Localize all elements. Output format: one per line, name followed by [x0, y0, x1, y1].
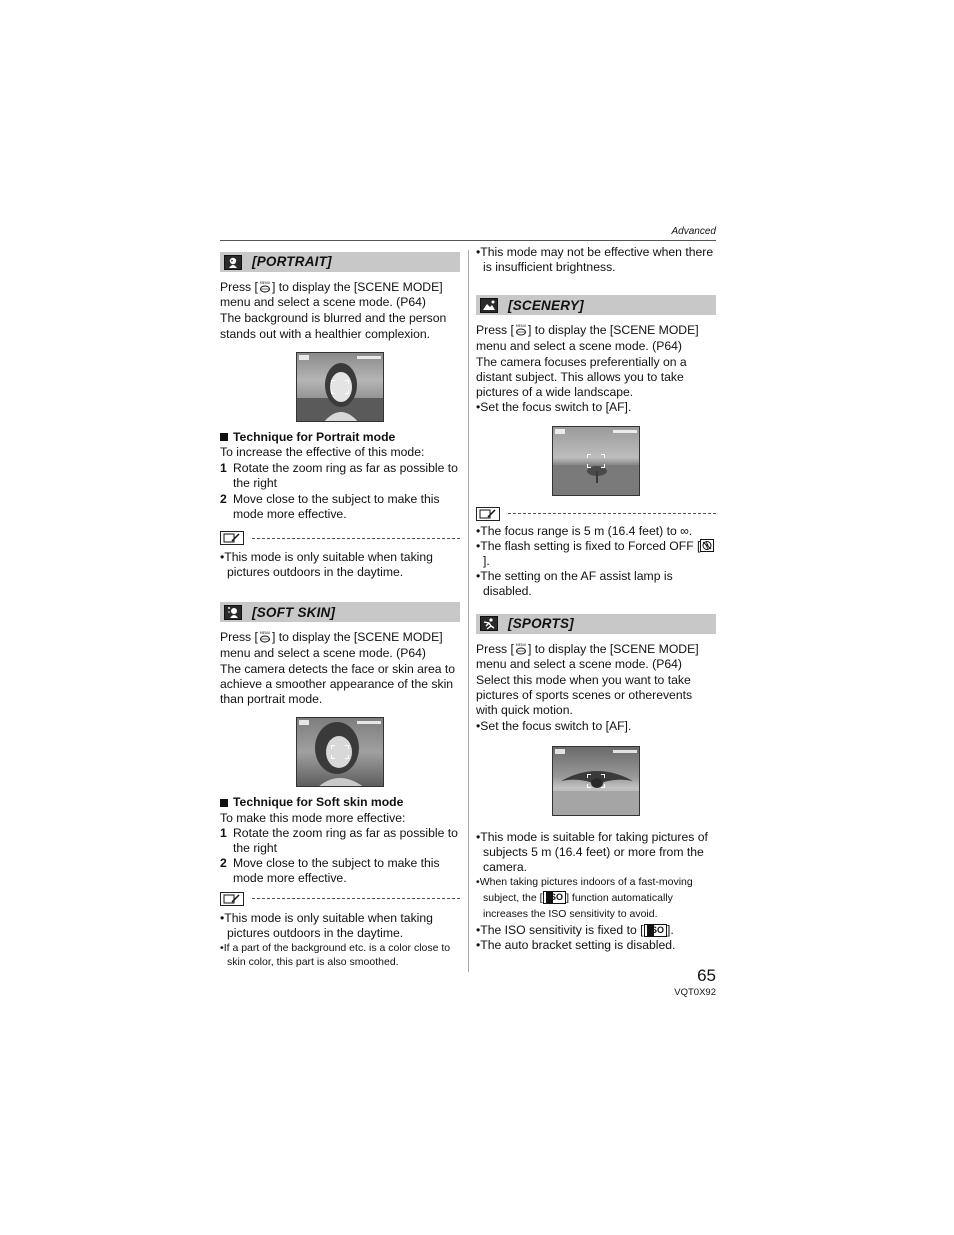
- note-text: The setting on the AF assist lamp is disabled.: [480, 569, 673, 599]
- intelligent-iso-icon: [543, 891, 567, 904]
- note-icon: [220, 531, 244, 545]
- softskin-title: [SOFT SKIN]: [252, 604, 336, 620]
- scenery-note-2: •The flash setting is fixed to Forced OFF [ ].: [476, 539, 716, 569]
- soft-skin-icon: [224, 605, 242, 620]
- note-text: The focus range is 5 m (16.4 feet) to ∞.: [480, 523, 693, 538]
- header-rule: [220, 240, 716, 241]
- portrait-press-b: ] to display the [SCENE MODE] menu and select a scene mode. (P64): [220, 280, 443, 310]
- sports-note-2: •The ISO sensitivity is fixed to [ ISO ].: [476, 922, 674, 937]
- softskin-press-a: Press [: [220, 630, 258, 645]
- softskin-description: The camera detects the face or skin area to achieve a smoother appearance of the skin than portrait mode.: [220, 661, 456, 707]
- step-text: Rotate the zoom ring as far as possible to the right: [233, 461, 458, 491]
- scenery-press: [476, 323, 716, 353]
- document-code: VQT0X92: [674, 987, 716, 998]
- sports-note-1: •This mode is suitable for taking pictures of subjects 5 m (16.4 feet) or more from the camera.: [476, 829, 708, 875]
- svg-text:MENU: MENU: [259, 281, 271, 285]
- scenery-title: [SCENERY]: [508, 297, 584, 313]
- scenery-icon: [480, 298, 498, 313]
- square-bullet-icon: [220, 433, 228, 441]
- step-number: 2: [220, 856, 227, 871]
- softskin-note-1: •This mode is only suitable when taking pictures outdoors in the daytime.: [220, 910, 433, 940]
- note-icon: [220, 892, 244, 906]
- portrait-technique-title: Technique for Portrait mode: [233, 429, 396, 444]
- menu-set-icon: [515, 642, 527, 655]
- step-text: Move close to the subject to make this mode more effective.: [233, 856, 440, 886]
- header-section-label: Advanced: [671, 226, 716, 237]
- softskin-section-header: [220, 602, 460, 622]
- menu-set-icon: [259, 280, 271, 293]
- portrait-notes-divider: [220, 530, 460, 546]
- scenery-notes-divider: [476, 506, 716, 522]
- note-text: The flash setting is fixed to Forced OFF [: [480, 538, 701, 553]
- softskin-press-b: ] to display the [SCENE MODE] menu and select a scene mode. (P64): [220, 630, 443, 660]
- sports-section-header: [476, 614, 716, 634]
- sports-sample-photo: [552, 746, 640, 816]
- svg-text:MENU: MENU: [259, 631, 271, 636]
- softskin-step-1: [220, 826, 460, 856]
- note-text: This mode is suitable for taking pictures of subjects 5 m (16.4 feet) or more from the camera.: [480, 829, 708, 875]
- scenery-focus-bullet: •Set the focus switch to [AF].: [476, 400, 632, 415]
- note-text: The ISO sensitivity is fixed to [: [480, 922, 644, 937]
- column-divider: [468, 250, 469, 972]
- portrait-technique-intro: To increase the effective of this mode:: [220, 445, 425, 460]
- portrait-section-header: [220, 252, 460, 272]
- portrait-title: [PORTRAIT]: [252, 254, 332, 270]
- note-text: ].: [483, 554, 490, 569]
- step-number: 1: [220, 825, 227, 840]
- portrait-press-a: Press [: [220, 280, 258, 294]
- portrait-technique-heading: [220, 430, 460, 445]
- portrait-step-2: [220, 492, 460, 522]
- sports-title: [SPORTS]: [508, 616, 574, 632]
- step-text: Move close to the subject to make this mode more effective.: [233, 491, 440, 521]
- svg-text:MENU: MENU: [515, 324, 527, 329]
- note-text: ].: [667, 922, 674, 937]
- softskin-technique-intro: To make this mode more effective:: [220, 810, 406, 825]
- step-number: 1: [220, 461, 227, 476]
- sports-press-a: Press [: [476, 641, 514, 656]
- softskin-step-2: [220, 856, 460, 886]
- intelligent-iso-icon: [644, 924, 668, 937]
- scenery-press-b: ] to display the [SCENE MODE] menu and select a scene mode. (P64): [476, 323, 699, 353]
- note-text: The auto bracket setting is disabled.: [480, 938, 676, 953]
- softskin-sample-photo: [296, 717, 384, 787]
- sports-description: Select this mode when you want to take pictures of sports scenes or otherevents with quick motion.: [476, 673, 693, 718]
- left-column: [220, 252, 460, 969]
- scenery-section-header: [476, 295, 716, 315]
- sports-icon: [480, 616, 498, 631]
- iso-label: ISO: [547, 891, 564, 902]
- note-icon: [476, 507, 500, 521]
- scenery-sample-photo: [552, 426, 640, 496]
- page-number: 65: [697, 966, 716, 985]
- menu-set-icon: [515, 323, 527, 336]
- scenery-note-3: •The setting on the AF assist lamp is disabled.: [476, 569, 673, 599]
- softskin-brightness-note: •This mode may not be effective when there is insufficient brightness.: [476, 245, 714, 275]
- square-bullet-icon: [220, 799, 228, 807]
- scenery-description: The camera focuses preferentially on a distant subject. This allows you to take pictures of a wide landscape.: [476, 354, 687, 400]
- portrait-press: [220, 280, 460, 310]
- portrait-description: The background is blurred and the person stands out with a healthier complexion.: [220, 311, 447, 341]
- sports-small-note: •When taking pictures indoors of a fast-moving subject, the [ ISO ] function automatically increases the ISO sensitivity to avoid.: [476, 876, 693, 921]
- softskin-notes-divider: [220, 891, 460, 907]
- bullet-text: Set the focus switch to [AF].: [480, 400, 632, 415]
- flash-off-icon: [700, 539, 714, 552]
- scenery-note-1: •The focus range is 5 m (16.4 feet) to ∞.: [476, 523, 693, 538]
- note-text: When taking pictures indoors of a fast-moving subject, the [: [479, 876, 693, 905]
- sports-note-3: •The auto bracket setting is disabled.: [476, 938, 676, 953]
- softskin-technique-title: Technique for Soft skin mode: [233, 795, 404, 810]
- note-text: This mode is only suitable when taking pictures outdoors in the daytime.: [224, 550, 433, 580]
- sports-press-b: ] to display the [SCENE MODE] menu and select a scene mode. (P64): [476, 641, 699, 671]
- bullet-text: Set the focus switch to [AF].: [480, 718, 632, 733]
- softskin-small-note: •If a part of the background etc. is a color close to skin color, this part is also smoothed.: [220, 942, 451, 969]
- portrait-sample-photo: [296, 352, 384, 422]
- portrait-note-1: •This mode is only suitable when taking pictures outdoors in the daytime.: [220, 550, 433, 580]
- scenery-press-a: Press [: [476, 323, 514, 338]
- step-number: 2: [220, 491, 227, 506]
- note-text: ] function automatically increases the ISO sensitivity to avoid.: [483, 892, 673, 921]
- sports-focus-bullet: •Set the focus switch to [AF].: [476, 718, 632, 733]
- portrait-step-1: [220, 461, 460, 491]
- iso-label: ISO: [648, 924, 665, 935]
- svg-text:MENU: MENU: [515, 642, 527, 647]
- softskin-press: [220, 630, 460, 660]
- note-text: If a part of the background etc. is a color close to skin color, this part is also smoothed.: [223, 942, 451, 969]
- portrait-icon: [224, 255, 242, 270]
- step-text: Rotate the zoom ring as far as possible to the right: [233, 825, 458, 856]
- menu-set-icon: [259, 630, 271, 643]
- note-text: This mode is only suitable when taking pictures outdoors in the daytime.: [224, 910, 433, 940]
- right-column: [476, 245, 716, 953]
- note-text: This mode may not be effective when there is insufficient brightness.: [480, 245, 714, 275]
- sports-press: [476, 642, 716, 672]
- softskin-technique-heading: [220, 795, 460, 810]
